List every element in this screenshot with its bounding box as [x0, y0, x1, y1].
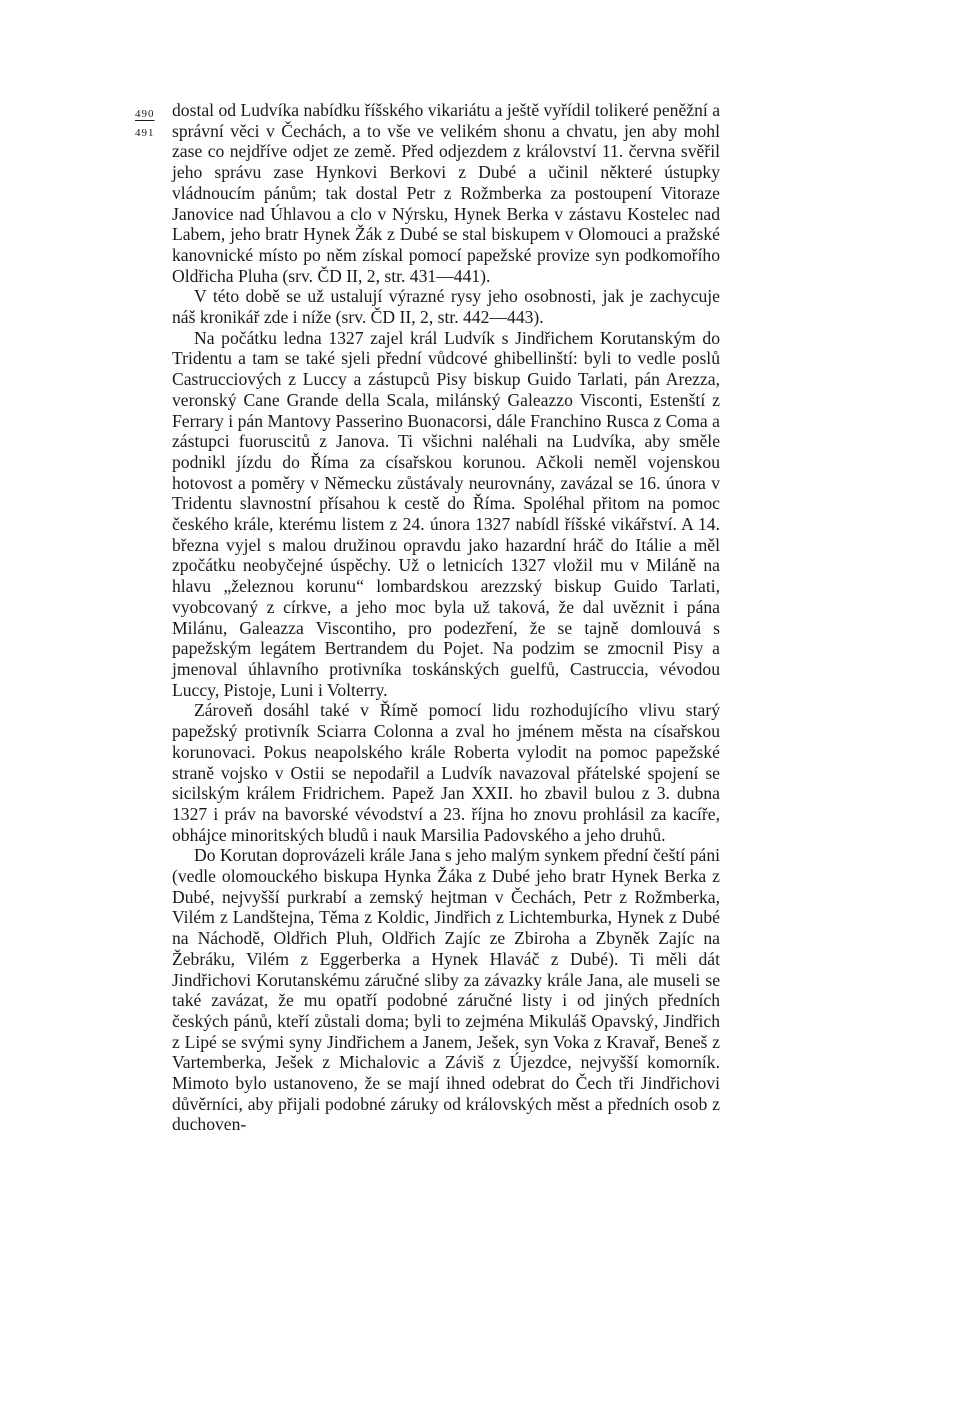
paragraph-3: Na počátku ledna 1327 zajel král Ludvík s Jindřichem Korutanským do Tridentu a tam se také sjeli přední vůdcové ghibellinští: byli to vedle poslů Castrucciových z Luccy a zástupců Pisy biskup Guido Tarlati, pán Arezza, veronský Cane Grande della Scala, milánský Galeazzo Visconti, Estenští z Ferrary i pán Mantovy Passerino Buonacorsi, dále Franchino Rusca z Coma a zástupci fuoruscitů z Janova. Ti všichni naléhali na Ludvíka, aby směle podnikl jízdu do Říma za císařskou korunou. Ačkoli neměl vojenskou hotovost a poměry v Německu zůstávaly neurovnány, zavázal se 16. února v Tridentu slavnostní přísahou k cestě do Říma. Spoléhal přitom na pomoc českého krále, kterému listem z 24. února 1327 nabídl říšské vikářství. A 14. března vyjel s malou družinou opravdu jako hazardní hráč do Itálie a měl zpočátku neobyčejné úspěchy. Už o letnicích 1327 vložil mu v Miláně na hlavu „železnou korunu“ lombardskou arezzský biskup Guido Tarlati, vyobcovaný z církve, a jeho moc byla už taková, že dal uvěznit i pána Milánu, Galeazza Viscontiho, pro podezření, že se tajně domlouvá s papežským legátem Bertrandem du Pojet. Na podzim se zmocnil Pisy a jmenoval úhlavního protivníka toskánských guelfů, Castruccia, vévodou Luccy, Pistoje, Luni i Volterry.	[172, 327, 720, 700]
margin-ref-bottom: 491	[135, 127, 155, 139]
paragraph-4: Zároveň dosáhl také v Římě pomocí lidu rozhodujícího vlivu starý papežský protivník Sciarra Colonna a zval ho jménem města na císařskou korunovaci. Pokus neapolského krále Roberta vylodit na pomoc papežské straně vojsko v Ostii se nepodařil a Ludvík navazoval přátelské spojení se sicilským králem Fridrichem. Papež Jan XXII. ho zbavil bulou z 3. dubna 1327 i práv na bavorské vévodství a 23. října ho znovu prohlásil za kacíře, obhájce minoritských bludů i nauk Marsilia Padovského a jeho druhů.	[172, 700, 720, 845]
paragraph-5: Do Korutan doprovázeli krále Jana s jeho malým synkem přední čeští páni (vedle olomouckého biskupa Hynka Žáka z Dubé jeho bratr Hynek Berka z Dubé, nejvyšší purkrabí a zemský hejtman v Čechách, Petr z Rožmberka, Vilém z Landštejna, Těma z Koldic, Jindřich z Lichtemburka, Hynek z Dubé na Náchodě, Oldřich Pluh, Oldřich Zajíc ze Zbiroha a Zbyněk Zajíc na Žebráku, Vilém z Eggerberka a Hynek Hlaváč z Dubé). Ti měli dát Jindřichovi Korutanskému záručné sliby za závazky krále Jana, ale museli se také zavázat, že mu opatří podobné záručné listy i od jiných předních českých pánů, kteří zůstali doma; byli to zejména Mikuláš Opavský, Jindřich z Lipé se svými syny Jindřichem a Janem, Ješek, syn Voka z Kravař, Beneš z Vartemberka, Ješek z Michalovic a Záviš z Újezdce, nejvyšší komorník. Mimoto bylo ustanoveno, že se mají ihned odebrat do Čech tři Jindřichovi důvěrníci, aby přijali podobné záruky od královských měst a předních osob z duchoven-	[172, 845, 720, 1135]
paragraph-1: dostal od Ludvíka nabídku říšského vikariátu a ještě vyřídil tolikeré peněžní a správní věci v Čechách, a to vše ve velikém shonu a chvatu, jen aby mohl zase co nejdříve odjet ze země. Před odjezdem z království 11. června svěřil jeho správu zase Hynkovi Berkovi z Dubé a učinil některé ústupky vládnoucím pánům; tak dostal Petr z Rožmberka za postoupení Vitoraze Janovice nad Úhlavou a clo v Nýrsku, Hynek Berka v zástavu Kostelec nad Labem, jeho bratr Hynek Žák z Dubé se stal biskupem v Olomouci a pražské kanovnické místo po něm získal pomocí papežské provize syn podkomořího Oldřicha Pluha (srv. ČD II, 2, str. 431—441).	[172, 100, 720, 286]
paragraph-2: V této době se už ustalují výrazné rysy jeho osobnosti, jak je zachycuje náš kronikář zde i níže (srv. ČD II, 2, str. 442—443).	[172, 286, 720, 328]
margin-ref-top: 490	[135, 108, 155, 120]
body-text	[172, 100, 720, 1135]
margin-page-references	[135, 105, 171, 143]
